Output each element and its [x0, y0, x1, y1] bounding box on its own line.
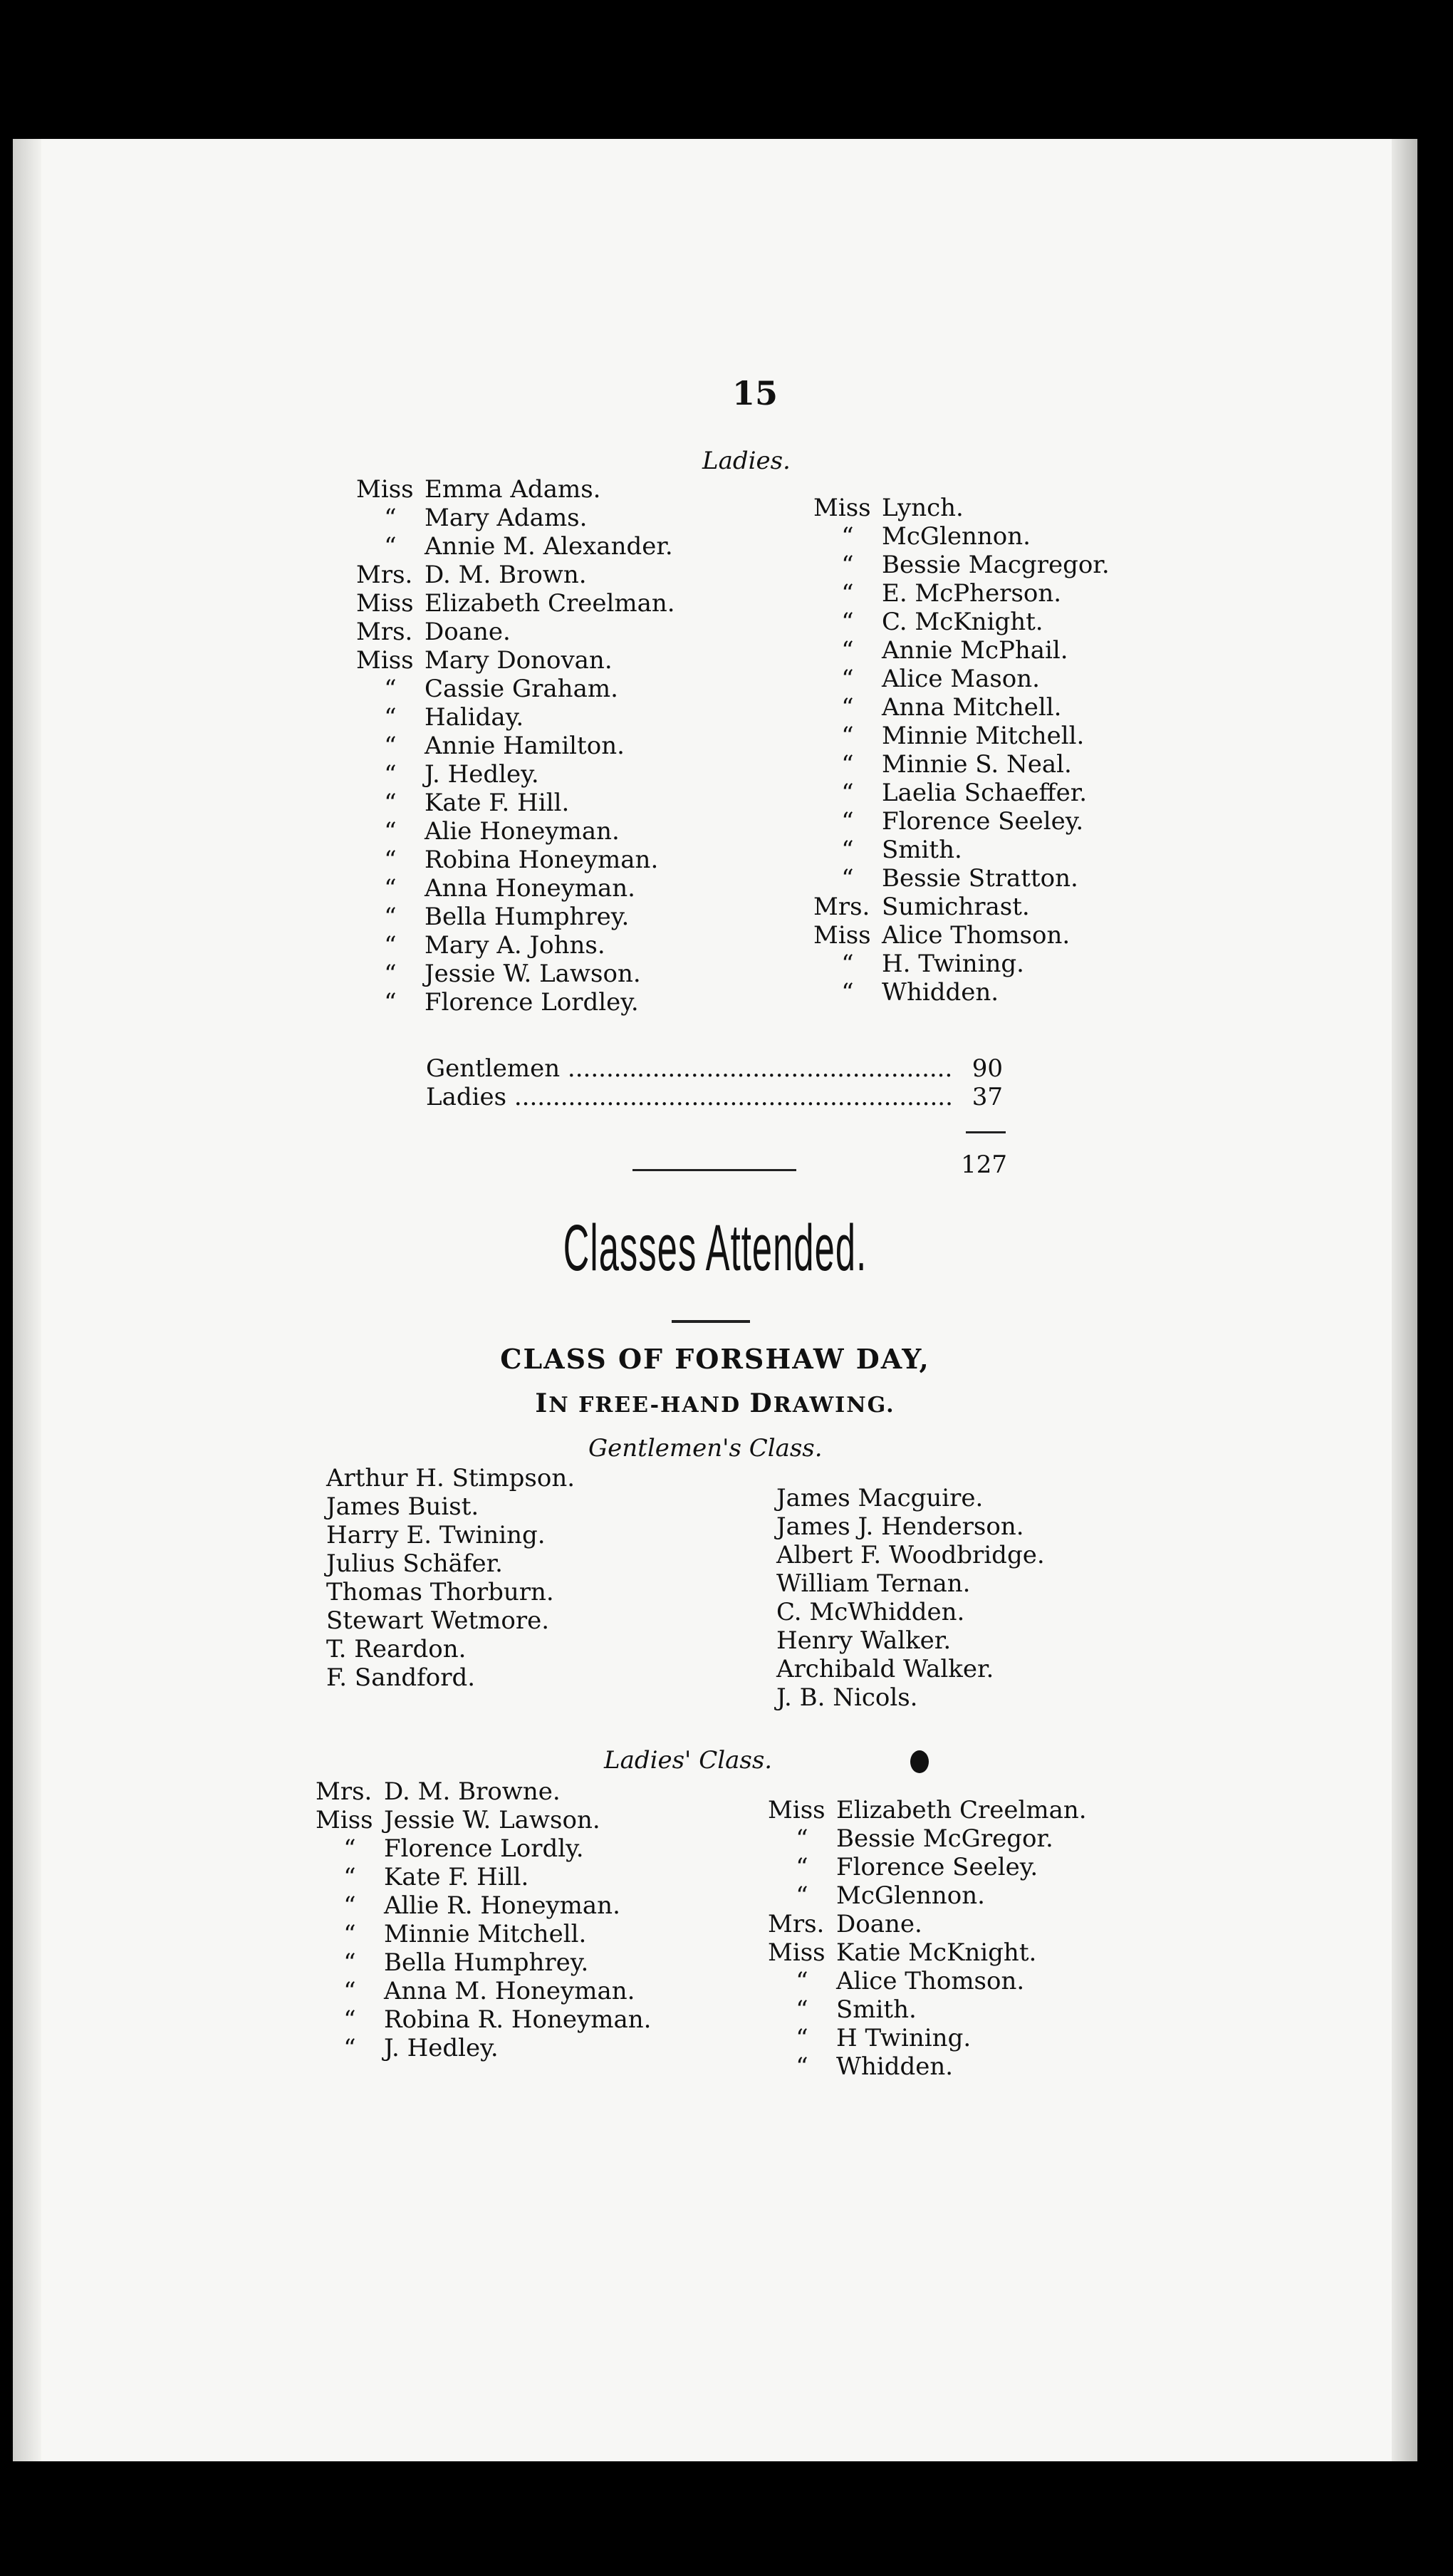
person-name: J. B. Nicols.	[776, 1683, 918, 1712]
name-title: Mrs.	[316, 1777, 373, 1806]
name-title: “	[841, 665, 854, 693]
person-name: Anna Mitchell.	[882, 693, 1062, 722]
name-title: “	[796, 1967, 808, 1995]
list-item	[813, 864, 1110, 893]
list-item	[356, 589, 675, 618]
person-name: James Buist.	[326, 1492, 479, 1521]
list-item	[768, 1938, 1087, 1967]
name-title: “	[343, 1977, 356, 2005]
name-title: “	[384, 931, 397, 960]
page-number: 15	[732, 374, 778, 412]
person-name: Smith.	[836, 1995, 917, 2024]
person-name: Haliday.	[425, 703, 524, 732]
gentlemens-class-right	[776, 1484, 1045, 1712]
person-name: Jessie W. Lawson.	[425, 960, 641, 988]
name-title: “	[343, 1891, 356, 1920]
person-name: William Ternan.	[776, 1569, 971, 1598]
name-title: “	[841, 551, 854, 579]
person-name: James J. Henderson.	[776, 1512, 1024, 1541]
list-item	[768, 1853, 1087, 1881]
person-name: Elizabeth Creelman.	[836, 1796, 1087, 1824]
list-item	[356, 561, 675, 589]
name-title: “	[796, 2052, 808, 2081]
list-item	[356, 732, 675, 760]
name-title: “	[343, 1834, 356, 1863]
person-name: Alice Thomson.	[882, 921, 1071, 950]
name-title: “	[796, 1995, 808, 2024]
name-title: “	[841, 779, 854, 807]
person-name: Harry E. Twining.	[326, 1521, 546, 1549]
list-item	[316, 1806, 651, 1834]
person-name: Robina R. Honeyman.	[384, 2005, 652, 2034]
person-name: Anna Honeyman.	[425, 874, 635, 903]
gentlemens-class-heading: Gentlemen's Class.	[588, 1434, 823, 1463]
list-item	[356, 760, 675, 789]
list-item	[316, 1977, 651, 2005]
name-title: “	[384, 760, 397, 789]
person-name: T. Reardon.	[326, 1635, 467, 1663]
list-item	[813, 693, 1110, 722]
list-item	[768, 1967, 1087, 1995]
name-title: Miss	[316, 1806, 373, 1834]
person-name: F. Sandford.	[326, 1663, 476, 1692]
person-name: Elizabeth Creelman.	[425, 589, 675, 618]
list-item	[813, 608, 1110, 636]
sum-rule	[966, 1131, 1006, 1133]
person-name: McGlennon.	[882, 522, 1031, 551]
list-item	[356, 475, 675, 504]
list-item	[813, 921, 1110, 950]
ladies-class-heading: Ladies' Class.	[604, 1746, 773, 1775]
name-title: Miss	[356, 589, 414, 618]
list-item	[356, 618, 675, 646]
list-item	[316, 1834, 651, 1863]
person-name: Julius Schäfer.	[326, 1549, 503, 1578]
list-item	[356, 817, 675, 846]
list-item	[316, 1891, 651, 1920]
person-name: D. M. Browne.	[384, 1777, 561, 1806]
list-item	[356, 931, 675, 960]
name-title: “	[841, 978, 854, 1007]
list-item	[356, 789, 675, 817]
name-title: “	[343, 1863, 356, 1891]
list-item	[813, 807, 1110, 836]
list-item	[813, 636, 1110, 665]
person-name: Cassie Graham.	[425, 675, 618, 703]
person-name: D. M. Brown.	[425, 561, 587, 589]
list-item	[813, 978, 1110, 1007]
person-name: Anna M. Honeyman.	[384, 1977, 635, 2005]
person-name: Bessie McGregor.	[836, 1824, 1053, 1853]
name-title: “	[384, 675, 397, 703]
person-name: Kate F. Hill.	[425, 789, 570, 817]
name-title: “	[796, 1853, 808, 1881]
list-item	[813, 551, 1110, 579]
totals-row-ladies	[426, 1083, 1003, 1111]
person-name: E. McPherson.	[882, 579, 1062, 608]
list-item	[813, 893, 1110, 921]
name-title: “	[384, 988, 397, 1017]
name-title: “	[384, 817, 397, 846]
person-name: C. McWhidden.	[776, 1598, 965, 1626]
list-item	[768, 1824, 1087, 1853]
name-title: “	[841, 750, 854, 779]
name-title: “	[796, 1881, 808, 1910]
name-title: “	[384, 532, 397, 561]
name-title: “	[384, 960, 397, 988]
name-title: Miss	[356, 475, 414, 504]
list-item	[813, 779, 1110, 807]
person-name: Kate F. Hill.	[384, 1863, 529, 1891]
name-title: “	[841, 522, 854, 551]
ladies-heading: Ladies.	[702, 447, 791, 475]
name-title: Mrs.	[768, 1910, 825, 1938]
person-name: Bessie Stratton.	[882, 864, 1078, 893]
list-item	[356, 903, 675, 931]
person-name: Stewart Wetmore.	[326, 1606, 550, 1635]
totals-row-gentlemen	[426, 1054, 1003, 1083]
list-item	[813, 522, 1110, 551]
list-item	[356, 675, 675, 703]
person-name: Allie R. Honeyman.	[384, 1891, 620, 1920]
list-item	[316, 1863, 651, 1891]
name-title: Miss	[356, 646, 414, 675]
list-item	[316, 1948, 651, 1977]
name-title: “	[841, 836, 854, 864]
name-title: “	[841, 807, 854, 836]
list-item	[768, 1995, 1087, 2024]
page-edge	[1392, 139, 1417, 2461]
title-rule	[672, 1320, 750, 1323]
ink-blot	[910, 1750, 929, 1773]
person-name: Jessie W. Lawson.	[384, 1806, 600, 1834]
divider-rule	[632, 1169, 796, 1171]
name-title: “	[384, 703, 397, 732]
person-name: J. Hedley.	[384, 2034, 499, 2062]
person-name: C. McKnight.	[882, 608, 1043, 636]
name-title: “	[841, 579, 854, 608]
name-title: “	[384, 903, 397, 931]
totals-value: 37	[972, 1083, 1003, 1111]
list-item	[356, 703, 675, 732]
totals-label: Ladies .....	[426, 1083, 953, 1111]
list-item	[356, 532, 675, 561]
subtitle-part: RAWING.	[773, 1393, 895, 1418]
name-title: “	[343, 2005, 356, 2034]
person-name: Smith.	[882, 836, 962, 864]
totals-table	[426, 1054, 1003, 1111]
name-title: “	[384, 732, 397, 760]
totals-sum: 127	[961, 1151, 1007, 1179]
list-item	[316, 2005, 651, 2034]
name-title: Mrs.	[813, 893, 870, 921]
name-title: “	[796, 2024, 808, 2052]
list-item	[813, 836, 1110, 864]
list-item	[768, 1910, 1087, 1938]
name-title: Miss	[813, 494, 871, 522]
subtitle-initial: D	[749, 1388, 774, 1418]
list-item	[316, 2034, 651, 2062]
person-name: Lynch.	[882, 494, 964, 522]
gentlemens-class-left	[326, 1464, 575, 1692]
list-item	[768, 1796, 1087, 1824]
person-name: Annie M. Alexander.	[425, 532, 673, 561]
person-name: H Twining.	[836, 2024, 972, 2052]
list-item	[768, 1881, 1087, 1910]
name-title: Miss	[813, 921, 871, 950]
name-title: “	[796, 1824, 808, 1853]
person-name: Florence Seeley.	[836, 1853, 1038, 1881]
class-name: CLASS OF FORSHAW DAY,	[500, 1343, 930, 1375]
name-title: “	[384, 874, 397, 903]
person-name: Mary Donovan.	[425, 646, 613, 675]
name-title: “	[343, 1920, 356, 1948]
name-title: Mrs.	[356, 561, 413, 589]
person-name: Minnie Mitchell.	[384, 1920, 587, 1948]
person-name: Bessie Macgregor.	[882, 551, 1110, 579]
list-item	[356, 988, 675, 1017]
person-name: Robina Honeyman.	[425, 846, 659, 874]
person-name: James Macguire.	[776, 1484, 984, 1512]
totals-label: Gentlemen .....	[426, 1054, 953, 1083]
list-item	[813, 665, 1110, 693]
person-name: Katie McKnight.	[836, 1938, 1037, 1967]
list-item	[768, 2052, 1087, 2081]
name-title: “	[841, 636, 854, 665]
person-name: Henry Walker.	[776, 1626, 952, 1655]
person-name: J. Hedley.	[425, 760, 539, 789]
person-name: Thomas Thorburn.	[326, 1578, 554, 1606]
section-title: Classes Attended.	[563, 1212, 868, 1284]
person-name: Florence Lordley.	[425, 988, 639, 1017]
person-name: Florence Seeley.	[882, 807, 1084, 836]
name-title: “	[841, 864, 854, 893]
name-title: “	[841, 693, 854, 722]
ladies-class-left	[316, 1777, 651, 2062]
ladies-list-left	[356, 475, 675, 1017]
list-item	[356, 846, 675, 874]
subtitle-initial: I	[535, 1388, 549, 1418]
ladies-class-right	[768, 1796, 1087, 2081]
person-name: Bella Humphrey.	[425, 903, 630, 931]
name-title: “	[841, 608, 854, 636]
person-name: Archibald Walker.	[776, 1655, 994, 1683]
list-item	[813, 750, 1110, 779]
person-name: Florence Lordly.	[384, 1834, 584, 1863]
name-title: “	[841, 950, 854, 978]
person-name: Mary A. Johns.	[425, 931, 605, 960]
totals-value: 90	[972, 1054, 1003, 1083]
person-name: Annie McPhail.	[882, 636, 1068, 665]
class-subtitle	[13, 1388, 1417, 1418]
person-name: Whidden.	[882, 978, 999, 1007]
person-name: Doane.	[425, 618, 511, 646]
list-item	[316, 1920, 651, 1948]
person-name: Doane.	[836, 1910, 922, 1938]
person-name: Minnie S. Neal.	[882, 750, 1072, 779]
list-item	[316, 1777, 651, 1806]
person-name: Albert F. Woodbridge.	[776, 1541, 1045, 1569]
name-title: Miss	[768, 1938, 826, 1967]
list-item	[813, 950, 1110, 978]
person-name: H. Twining.	[882, 950, 1024, 978]
person-name: Alice Mason.	[882, 665, 1040, 693]
person-name: Whidden.	[836, 2052, 954, 2081]
list-item	[356, 960, 675, 988]
ladies-list-right	[813, 494, 1110, 1007]
name-title: Mrs.	[356, 618, 413, 646]
person-name: Alice Thomson.	[836, 1967, 1025, 1995]
list-item	[768, 2024, 1087, 2052]
list-item	[813, 579, 1110, 608]
list-item	[356, 504, 675, 532]
person-name: McGlennon.	[836, 1881, 985, 1910]
person-name: Bella Humphrey.	[384, 1948, 589, 1977]
subtitle-part: N FREE-HAND	[548, 1393, 750, 1418]
list-item	[813, 494, 1110, 522]
list-item	[356, 874, 675, 903]
list-item	[356, 646, 675, 675]
name-title: “	[841, 722, 854, 750]
list-item	[813, 722, 1110, 750]
name-title: Miss	[768, 1796, 826, 1824]
document-page	[13, 139, 1417, 2461]
person-name: Alie Honeyman.	[425, 817, 620, 846]
name-title: “	[343, 1948, 356, 1977]
person-name: Annie Hamilton.	[425, 732, 625, 760]
name-title: “	[343, 2034, 356, 2062]
person-name: Sumichrast.	[882, 893, 1030, 921]
person-name: Mary Adams.	[425, 504, 588, 532]
name-title: “	[384, 504, 397, 532]
name-title: “	[384, 789, 397, 817]
person-name: Arthur H. Stimpson.	[326, 1464, 576, 1492]
person-name: Minnie Mitchell.	[882, 722, 1085, 750]
binding-fold	[13, 139, 41, 2461]
person-name: Laelia Schaeffer.	[882, 779, 1088, 807]
person-name: Emma Adams.	[425, 475, 601, 504]
name-title: “	[384, 846, 397, 874]
